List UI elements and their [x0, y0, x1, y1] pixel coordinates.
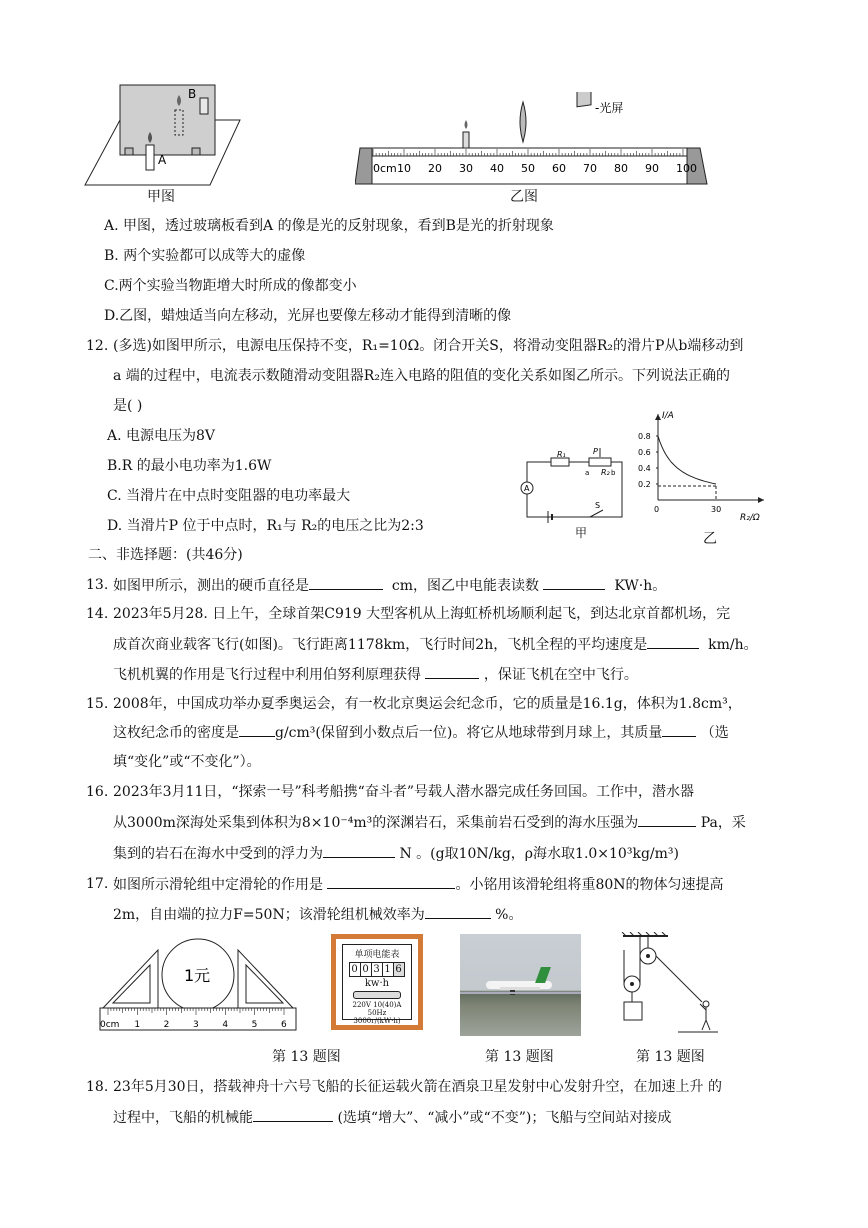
q15-line-3: 填“变化”或“不变化”）。	[113, 754, 261, 770]
q14-line-3	[113, 664, 638, 685]
q13-part-c: KW·h。	[614, 578, 667, 594]
q17-blank-function	[327, 874, 455, 889]
r2-label: R₂	[601, 468, 610, 477]
q14-line-2	[113, 634, 758, 655]
q11-option-d: D.乙图，蜡烛适当向左移动，光屏也要像左移动才能得到清晰的像	[104, 308, 512, 324]
q14-number: 14.	[86, 606, 109, 622]
q13-text	[113, 575, 666, 596]
label-b: B	[188, 87, 197, 101]
ammeter-label: A	[524, 484, 530, 493]
graph-ytick-label: 0.8	[638, 432, 651, 441]
fig13-caption-3: 第 13 题图	[636, 1049, 705, 1065]
q18-part-a: 过程中，飞船的机械能	[113, 1110, 253, 1126]
graph-ylabel: I/A	[662, 411, 674, 421]
meter-digit: 3	[371, 962, 383, 977]
q15-part-a: 这枚纪念币的密度是	[113, 725, 239, 741]
q13-blank-meter	[543, 575, 605, 590]
q15-number: 15.	[86, 696, 109, 712]
graph-xlabel: R₂/Ω	[740, 513, 760, 523]
q14-part-c: 飞机机翼的作用是飞行过程中利用伯努利原理获得	[113, 667, 421, 683]
a-label: a	[585, 469, 590, 477]
q14-blank-lift	[425, 664, 479, 679]
bench-tick-label: 10	[397, 162, 411, 175]
q17-part-a: 如图所示滑轮组中定滑轮的作用是	[113, 877, 323, 893]
coin-ruler-label: 0cm	[100, 1020, 120, 1030]
meter-unit: kw·h	[364, 978, 390, 989]
bench-tick-label: 30	[459, 162, 473, 175]
meter-digit: 0	[349, 962, 361, 977]
q17-number: 17.	[86, 876, 109, 892]
q14-part-a: 成首次商业载客飞行(如图)。飞行距离1178km，飞行时间2h，飞机全程的平均速度是	[113, 637, 648, 653]
q13-blank-diameter	[309, 575, 383, 590]
meter-spec-2: 3000r/(kW·h)	[353, 1017, 401, 1025]
meter-digit-display	[343, 962, 411, 977]
q16-number: 16.	[86, 784, 109, 800]
q14-blank-speed	[647, 634, 699, 649]
q12-graph-caption: 乙	[703, 531, 717, 547]
graph-ytick-label: 0.2	[638, 480, 651, 489]
q17-part-d: %。	[495, 907, 523, 923]
q15-part-b: g/cm³(保留到小数点后一位)。将它从地球带到月球上，其质量	[275, 725, 663, 741]
graph-xtick-label: 0	[654, 505, 660, 514]
bench-tick-label: 80	[614, 162, 628, 175]
q14-part-d: ，保证飞机在空中飞行。	[483, 667, 638, 683]
q18-line-1: 23年5月30日，搭载神舟十六号飞船的长征运载火箭在酒泉卫星发射中心发射升空，在加速上升 的	[113, 1079, 722, 1095]
meter-digit: 1	[382, 962, 394, 977]
coin-ruler-label: 1	[134, 1020, 141, 1030]
graph-xtick-label: 30	[711, 505, 722, 514]
q13-part-b: cm，图乙中电能表读数	[391, 578, 540, 594]
q12-option-c: C. 当滑片在中点时变阻器的电功率最大	[107, 488, 351, 504]
q12-current-resistance-graph	[636, 408, 776, 528]
coin-ruler-label: 6	[281, 1020, 287, 1030]
q18-part-b: (选填“增大”、“减小”或“不变”)；飞船与空间站对接成	[337, 1110, 672, 1126]
bench-tick-label: 100	[676, 162, 697, 175]
coin-ruler-figure	[98, 935, 298, 1035]
q14-part-b: km/h。	[708, 637, 758, 653]
screen-label: -光屏	[595, 101, 624, 115]
q16-part-d: N 。(g取10N/kg，ρ海水取1.0×10³kg/m³)	[399, 846, 679, 862]
q16-line-2	[113, 812, 746, 833]
q13-number: 13.	[86, 577, 109, 593]
q12-option-d: D. 当滑片P 位于中点时，R₁与 R₂的电压之比为2:3	[107, 518, 424, 534]
meter-digit: 6	[393, 962, 405, 977]
q16-blank-pressure	[638, 812, 696, 827]
q11-option-b: B. 两个实验都可以成等大的虚像	[104, 248, 306, 264]
q16-blank-buoyancy	[323, 843, 395, 858]
optical-bench-figure	[355, 92, 715, 192]
q17-blank-efficiency	[425, 904, 491, 919]
q12-circuit-caption: 甲	[575, 526, 588, 540]
meter-title: 单项电能表	[354, 950, 400, 960]
q15-blank-mass	[662, 722, 696, 737]
coin-label: 1元	[184, 966, 211, 985]
bench-tick-label: 40	[490, 162, 504, 175]
bench-tick-label: 70	[583, 162, 597, 175]
q17-line-1	[113, 874, 724, 895]
p-label: P	[593, 448, 598, 456]
q12-line-2: a 端的过程中，电流表示数随滑动变阻器R₂连入电路的阻值的变化关系如图乙所示。下列说法正确的	[113, 368, 730, 384]
meter-digit: 0	[360, 962, 372, 977]
q12-circuit-diagram	[515, 448, 630, 538]
q11-option-a: A. 甲图，透过玻璃板看到A 的像是光的反射现象，看到B是光的折射现象	[104, 218, 554, 234]
coin-ruler-label: 2	[163, 1020, 170, 1030]
label-a: A	[158, 153, 167, 167]
q12-line-1: (多选)如图甲所示，电源电压保持不变，R₁=10Ω。闭合开关S，将滑动变阻器R₂的滑片P从b端移动到	[113, 338, 744, 354]
q12-number: 12.	[86, 338, 109, 354]
q17-line-2	[113, 904, 522, 925]
yi-caption: 乙图	[510, 189, 538, 205]
q15-line-1: 2008年，中国成功举办夏季奥运会，有一枚北京奥运会纪念币，它的质量是16.1g，体积为1.8cm³，	[113, 696, 742, 712]
q11-option-c: C.两个实验当物距增大时所成的像都变小	[104, 278, 357, 294]
q15-blank-density	[239, 722, 275, 737]
fig13-caption-1: 第 13 题图	[272, 1049, 341, 1065]
q15-part-c: （选	[700, 725, 729, 741]
electric-meter-figure	[331, 934, 423, 1030]
bench-tick-label: 90	[645, 162, 659, 175]
q17-part-b: 。小铭用该滑轮组将重80N的物体匀速提高	[455, 877, 724, 893]
coin-ruler-label: 4	[222, 1020, 229, 1030]
q16-line-1: 2023年3月11日，“探索一号”科考船携“奋斗者”号载人潜水器完成任务回国。工作中，潜水器	[113, 784, 694, 800]
q14-line-1: 2023年5月28. 日上午，全球首架C919 大型客机从上海虹桥机场顺利起飞，到达北京首都机场，完	[113, 606, 731, 622]
q16-line-3	[113, 843, 679, 864]
q18-blank-energy	[253, 1107, 333, 1122]
bench-tick-label: 0cm	[373, 162, 397, 175]
bench-tick-label: 20	[428, 162, 442, 175]
q18-number: 18.	[86, 1079, 109, 1095]
bench-tick-label: 60	[552, 162, 566, 175]
coin-ruler-label: 3	[193, 1020, 199, 1030]
q18-line-2	[113, 1107, 671, 1128]
bench-tick-label: 50	[521, 162, 535, 175]
q16-part-c: 集到的岩石在海水中受到的浮力为	[113, 846, 323, 862]
q16-part-a: 从3000m深海处采集到体积为8×10⁻⁴m³的深渊岩石，采集前岩石受到的海水压强为	[113, 815, 639, 831]
q15-line-2	[113, 722, 729, 743]
section-heading: 二、非选择题：(共46分)	[88, 547, 243, 563]
q13-part-a: 如图甲所示，测出的硬币直径是	[113, 578, 309, 594]
jia-caption: 甲图	[147, 189, 175, 205]
coin-ruler-label: 5	[251, 1020, 258, 1030]
r1-label: R₁	[557, 450, 566, 459]
q17-part-c: 2m，自由端的拉力F=50N；该滑轮组机械效率为	[113, 907, 425, 923]
q12-option-a: A. 电源电压为8V	[107, 428, 216, 444]
meter-spec-1: 220V 10(40)A 50Hz	[352, 1001, 402, 1017]
q12-option-b: B.R 的最小电功率为1.6W	[107, 458, 272, 474]
q16-part-b: Pa，采	[700, 815, 746, 831]
q12-line-3: 是( )	[113, 398, 143, 414]
c919-plane-photo	[460, 934, 581, 1036]
fig13-caption-2: 第 13 题图	[485, 1049, 554, 1065]
mirror-experiment-figure	[80, 80, 250, 200]
graph-ytick-label: 0.6	[638, 448, 651, 457]
b-label: b	[611, 469, 616, 477]
switch-label: S	[595, 501, 601, 510]
pulley-system-figure	[618, 932, 718, 1036]
graph-ytick-label: 0.4	[638, 464, 651, 473]
